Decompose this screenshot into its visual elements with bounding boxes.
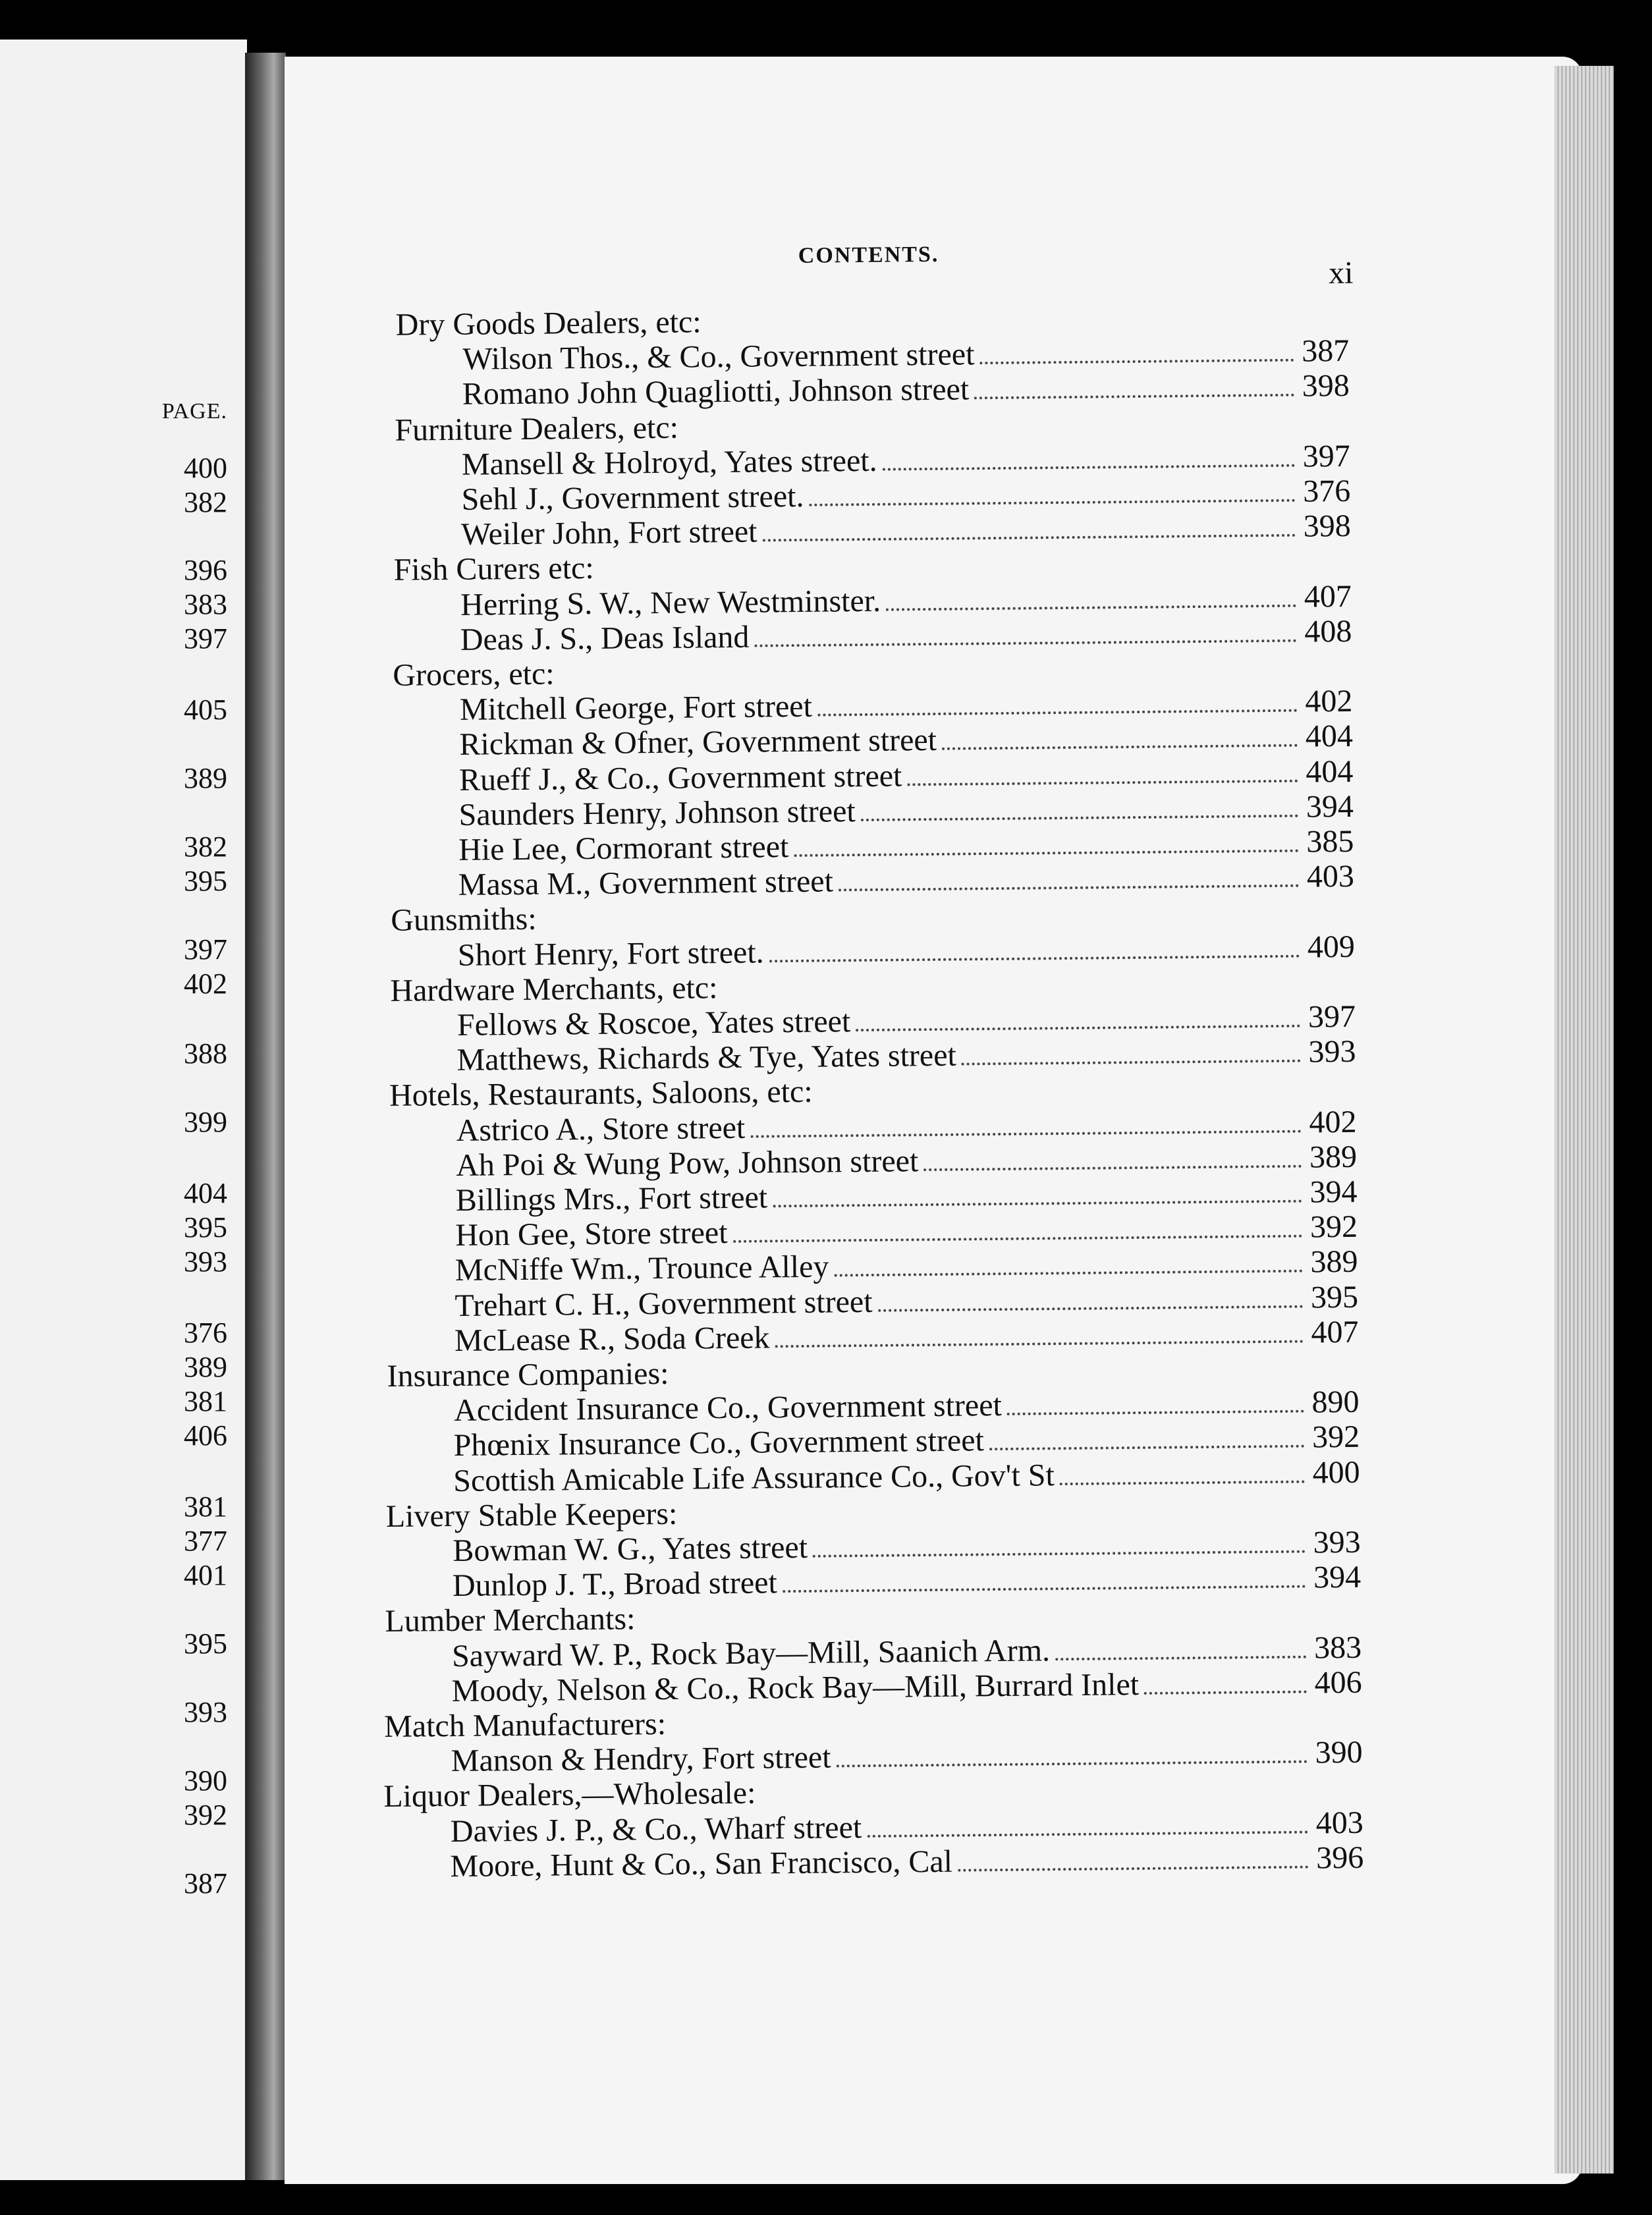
entry-page-number: 394 [1313,1559,1362,1595]
entry-name: Sehl J., Government street. [461,478,804,517]
left-page-number: 382 [184,831,227,863]
dot-leader [794,850,1298,857]
left-page-number: 392 [184,1799,227,1831]
category-heading: Grocers, etc: [393,656,555,693]
entry-name: Trehart C. H., Government street [454,1284,873,1323]
contents-entry [462,368,1350,413]
entry-page-number: 385 [1306,823,1354,860]
contents-entry [458,858,1354,904]
left-page-header: PAGE. [161,399,227,424]
contents-entry [456,1033,1356,1079]
category-heading: Furniture Dealers, etc: [395,410,679,448]
dot-leader [769,954,1300,962]
entry-page-number: 389 [1310,1244,1358,1280]
entry-page-number: 402 [1309,1104,1357,1140]
contents-entry [460,613,1352,659]
contents-entry [461,508,1351,553]
entry-name: Romano John Quagliotti, Johnson street [462,371,970,412]
dot-leader [817,709,1297,717]
entry-name: Davies J. P., & Co., Wharf street [450,1809,862,1849]
entry-page-number: 394 [1309,1174,1358,1210]
entry-page-number: 383 [1313,1629,1362,1666]
entry-name: Hie Lee, Cormorant street [458,829,789,867]
dot-leader [750,1130,1301,1137]
dot-leader [856,1025,1300,1031]
page-number: xi [1328,255,1354,291]
left-page-number: 382 [184,486,227,518]
dot-leader [1144,1690,1307,1694]
entry-name: Dunlop J. T., Broad street [452,1565,778,1604]
left-page-number: 405 [184,694,227,726]
category-heading: Hotels, Restaurants, Saloons, etc: [389,1074,813,1114]
contents-entry [453,1559,1362,1604]
left-page-number: 389 [184,1351,227,1383]
entry-page-number: 395 [1310,1279,1359,1315]
dot-leader [974,394,1294,400]
entry-page-number: 403 [1306,859,1355,894]
entry-page-number: 402 [1305,684,1353,719]
entry-page-number: 408 [1304,613,1352,649]
left-page-number: 377 [184,1525,227,1557]
entry-name: Hon Gee, Store street [455,1215,728,1253]
entry-page-number: 407 [1311,1314,1359,1350]
entry-page-number: 393 [1313,1524,1361,1560]
entry-name: Phœnix Insurance Co., Government street [453,1423,985,1463]
dot-leader [839,885,1299,892]
entry-name: Massa M., Government street [458,863,834,903]
entry-name: Scottish Amicable Life Assurance Co., Gov't St [453,1457,1055,1498]
dot-leader [867,1830,1308,1837]
entry-name: Saunders Henry, Johnson street [458,793,856,833]
dot-leader [883,464,1295,470]
dot-leader [773,1200,1302,1208]
entry-page-number: 890 [1311,1384,1360,1420]
entry-page-number: 396 [1315,1840,1364,1876]
left-page-number: 383 [184,588,227,620]
category-heading: Hardware Merchants, etc: [390,970,718,1008]
entry-page-number: 392 [1309,1209,1358,1245]
left-page-number: 401 [184,1559,227,1591]
category-heading: Insurance Companies: [387,1355,669,1394]
left-page-number: 381 [184,1385,227,1417]
entry-page-number: 404 [1305,719,1354,754]
dot-leader [763,534,1296,542]
dot-leader [813,1550,1306,1558]
entry-name: Mitchell George, Fort street [459,688,813,728]
running-head: CONTENTS. [798,242,939,268]
entry-page-number: 387 [1301,333,1350,369]
dot-leader [835,1270,1303,1277]
left-page-number: 393 [184,1245,227,1278]
entry-name: Weiler John, Fort street [460,514,757,553]
contents-entry [451,1664,1362,1710]
category-heading: Gunsmiths: [391,902,537,939]
entry-page-number: 407 [1304,578,1352,615]
category-heading: Liquor Dealers,—Wholesale: [383,1776,756,1815]
entry-name: Moody, Nelson & Co., Rock Bay—Mill, Burrard Inlet [451,1666,1140,1709]
entry-name: Moore, Hunt & Co., San Francisco, Cal [450,1844,953,1884]
entry-page-number: 394 [1306,788,1354,825]
dot-leader [980,359,1294,365]
entry-name: Ah Poi & Wung Pow, Johnson street [455,1143,919,1183]
entry-page-number: 397 [1308,998,1356,1035]
entry-name: Matthews, Richards & Tye, Yates street [456,1037,957,1078]
dot-leader [1060,1480,1305,1485]
left-page-number: 387 [184,1867,227,1900]
dot-leader [878,1305,1303,1311]
contents-entry [451,1734,1363,1780]
entry-name: Deas J. S., Deas Island [460,619,750,657]
left-page-number: 390 [184,1764,227,1797]
dot-leader [1007,1410,1304,1415]
left-page-number: 388 [184,1037,227,1070]
dot-leader [886,604,1296,611]
entry-name: Astrico A., Store street [456,1110,746,1148]
dot-leader [942,744,1298,750]
entry-page-number: 393 [1308,1034,1356,1070]
entry-name: Sayward W. P., Rock Bay—Mill, Saanich Arm. [451,1632,1051,1674]
entry-page-number: 389 [1309,1139,1358,1175]
entry-name: McLease R., Soda Creek [454,1320,770,1358]
left-page-number: 399 [184,1106,227,1138]
entry-name: Mansell & Holroyd, Yates street. [461,443,877,482]
left-page-number: 397 [184,622,227,655]
category-heading: Fish Curers etc: [393,551,594,588]
category-heading: Lumber Merchants: [385,1601,636,1639]
left-page-number: 402 [184,968,227,1000]
entry-page-number: 409 [1307,929,1356,965]
left-page-number: 381 [184,1490,227,1523]
dot-leader [958,1865,1308,1871]
entry-name: Fellows & Roscoe, Yates street [456,1004,851,1043]
entry-name: Manson & Hendry, Fort street [451,1739,831,1779]
left-page-number: 393 [184,1696,227,1728]
dot-leader [810,499,1296,506]
left-page-number: 397 [184,933,227,966]
entry-page-number: 376 [1303,473,1351,509]
contents-entry [450,1840,1363,1885]
left-page-number: 396 [184,554,227,586]
dot-leader [989,1445,1304,1451]
left-page-number: 395 [184,865,227,897]
left-page-number: 404 [184,1177,227,1209]
entry-name: Short Henry, Fort street. [457,935,764,973]
dot-leader [962,1060,1301,1066]
contents-entry [454,1314,1359,1359]
contents-entry [453,1454,1360,1499]
entry-page-number: 390 [1315,1734,1363,1770]
category-heading: Match Manufacturers: [383,1706,667,1745]
contents-entry [458,928,1356,973]
left-page-number: 406 [184,1419,227,1452]
entry-name: Rickman & Ofner, Government street [459,723,937,763]
left-page-number: 389 [184,762,227,794]
entry-name: Billings Mrs., Fort street [455,1180,768,1218]
dot-leader [755,639,1297,647]
dot-leader [783,1585,1306,1593]
entry-name: Herring S. W., New Westminster. [460,583,881,622]
entry-page-number: 404 [1306,753,1354,790]
entry-page-number: 400 [1312,1454,1360,1490]
entry-page-number: 398 [1303,508,1352,544]
entry-name: Accident Insurance Co., Government street [453,1388,1003,1429]
left-page-number: 376 [184,1317,227,1349]
entry-name: Wilson Thos., & Co., Government street [462,337,975,377]
left-page-number: 395 [184,1627,227,1660]
entry-name: Rueff J., & Co., Government street [458,758,902,798]
entry-page-number: 398 [1302,368,1350,404]
category-heading: Livery Stable Keepers: [385,1496,678,1534]
category-heading: Dry Goods Dealers, etc: [395,304,702,342]
entry-page-number: 392 [1311,1419,1360,1455]
dot-leader [775,1340,1304,1348]
left-page-number: 395 [184,1211,227,1244]
dot-leader [837,1761,1308,1768]
dot-leader [923,1164,1302,1171]
left-page-number: 400 [184,452,227,484]
entry-page-number: 403 [1315,1805,1363,1841]
entry-page-number: 397 [1302,438,1351,474]
entry-name: McNiffe Wm., Trounce Alley [454,1249,829,1288]
dot-leader [1055,1655,1306,1660]
entry-page-number: 406 [1314,1664,1362,1701]
dot-leader [861,814,1298,821]
entry-name: Bowman W. G., Yates street [453,1529,808,1569]
dot-leader [907,779,1298,786]
dot-leader [733,1235,1302,1243]
